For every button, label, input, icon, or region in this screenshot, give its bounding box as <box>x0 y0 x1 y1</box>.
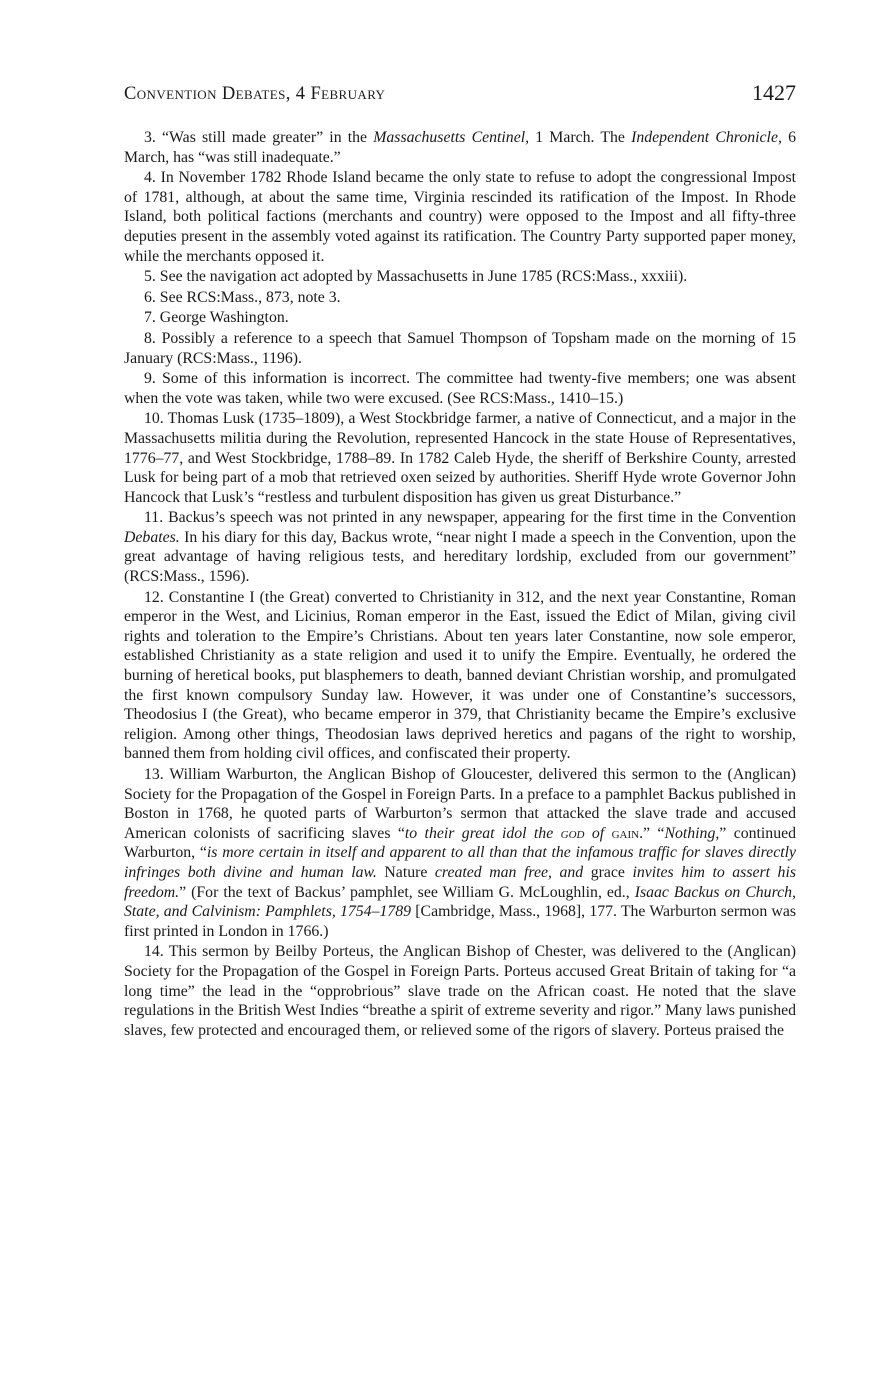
running-title: Convention Debates, 4 February <box>124 84 386 104</box>
note-5: 5. See the navigation act adopted by Massachusetts in June 1785 (RCS:Mass., xxxiii). <box>144 268 688 286</box>
page-number: 1427 <box>752 80 796 105</box>
endnotes <box>124 128 796 1040</box>
note-14: 14. This sermon by Beilby Porteus, the Anglican Bishop of Chester, was delivered to the (Anglican) Society for the Propagation of the Gospel in Foreign Parts. Porteus accused Great Britain of taking for “a long time” the lead in the “opprobrious” slave trade on the African coast. He noted that the slave regulations in the British West Indies “breathe a spirit of extreme severity and rigor.” Many laws punished slaves, few protected and encouraged them, or relieved some of the rigors of slavery. Porteus praised the <box>124 943 796 1039</box>
note-7: 7. George Washington. <box>144 309 289 327</box>
note-10: 10. Thomas Lusk (1735–1809), a West Stockbridge farmer, a native of Connecticut, and a major in the Massachusetts militia during the Revolution, represented Hancock in the state House of Representatives, 1776–77, and West Stockbridge, 1788–89. In 1782 Caleb Hyde, the sheriff of Berkshire County, arrested Lusk for being part of a mob that retrieved oxen seized by authorities. Sheriff Hyde wrote Governor John Hancock that Lusk’s “restless and turbulent disposition has given us great Disturbance.” <box>124 410 796 506</box>
note-13: 13. William Warburton, the Anglican Bishop of Gloucester, delivered this sermon to the (Anglican) Society for the Propagation of the Gospel in Foreign Parts. In a preface to a pamphlet Backus published in Boston in 1768, he quoted parts of Warburton’s sermon that attacked the slave trade and accused American colonists of sacrificing slaves “to their great idol the god of gain.” “Nothing,” continued Warburton, “is more certain in itself and apparent to all than that the infamous traffic for slaves directly infringes both divine and human law. Nature created man free, and grace invites him to assert his freedom.” (For the text of Backus’ pamphlet, see William G. McLoughlin, ed., Isaac Backus on Church, State, and Calvinism: Pamphlets, 1754–1789 [Cambridge, Mass., 1968], 177. The Warburton sermon was first printed in London in 1766.) <box>124 766 797 940</box>
document-page <box>124 78 796 1041</box>
note-9: 9. Some of this information is incorrect. The committee had twenty-five members; one was absent when the vote was taken, while two were excused. (See RCS:Mass., 1410–15.) <box>124 370 796 407</box>
note-6: 6. See RCS:Mass., 873, note 3. <box>144 288 341 306</box>
note-8: 8. Possibly a reference to a speech that Samuel Thompson of Topsham made on the morning of 15 January (RCS:Mass., 1196). <box>124 329 796 367</box>
note-3: 3. “Was still made greater” in the Massachusetts Centinel, 1 March. The Independent Chronicle, 6 March, has “was still inadequate.” <box>124 129 796 166</box>
note-4: 4. In November 1782 Rhode Island became the only state to refuse to adopt the congressional Impost of 1781, although, at about the same time, Virginia rescinded its ratification of the Impost. In Rhode Island, both political factions (merchants and country) were opposed to the Impost and all fifty-three deputies present in the assembly voted against its ratification. The Country Party supported paper money, while the merchants opposed it. <box>124 169 796 265</box>
running-head <box>124 78 796 112</box>
note-11: 11. Backus’s speech was not printed in any newspaper, appearing for the first time in the Convention Debates. In his diary for this day, Backus wrote, “near night I made a speech in the Convention, upon the great advantage of having religious tests, and hereditary lordship, excluded from our government” (RCS:Mass., 1596). <box>124 509 796 586</box>
note-12: 12. Constantine I (the Great) converted to Christianity in 312, and the next year Constantine, Roman emperor in the West, and Licinius, Roman emperor in the East, issued the Edict of Milan, giving civil rights and toleration to the Empire’s Christians. About ten years later Constantine, now sole emperor, established Christianity as a state religion and used it to unify the Empire. Eventually, he ordered the burning of heretical books, put blasphemers to death, banned deviant Christian worship, and promulgated the first known compulsory Sunday law. However, it was under one of Constantine’s successors, Theodosius I (the Great), who became emperor in 379, that Christianity became the Empire’s exclusive religion. Among other things, Theodosian laws deprived heretics and pagans of the right to worship, banned them from holding civil offices, and confiscated their property. <box>124 588 796 763</box>
